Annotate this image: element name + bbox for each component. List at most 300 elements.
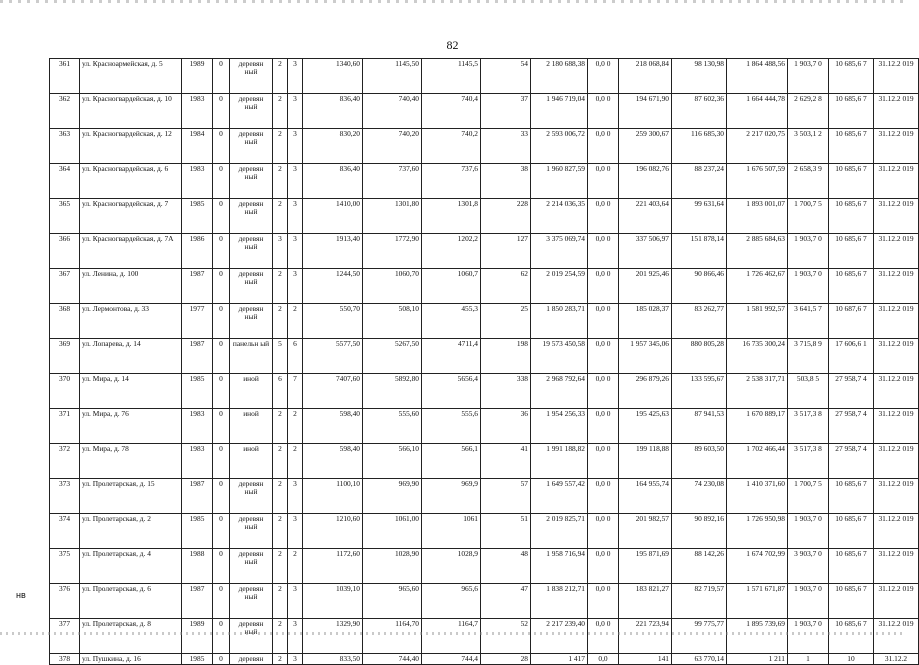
cell-address: ул. Лопарева, д. 14 xyxy=(80,339,182,374)
cell-amount-3: 1 676 507,59 xyxy=(727,164,788,199)
cell-wall-material: деревян ный xyxy=(230,619,273,654)
cell-wall-material: деревян ный xyxy=(230,304,273,339)
cell-build-year: 1989 xyxy=(182,59,213,94)
cell-rate-2: 10 xyxy=(829,654,874,665)
cell-amount-1: 1 957 345,06 xyxy=(619,339,672,374)
cell-residents-count: 57 xyxy=(481,479,531,514)
cell-wall-material: иной xyxy=(230,409,273,444)
cell-percent-value: 0,0 0 xyxy=(588,584,619,619)
table-row xyxy=(50,59,919,94)
cell-wall-material: иной xyxy=(230,374,273,409)
cell-amount-2: 87 602,36 xyxy=(672,94,727,129)
cell-floors-max: 3 xyxy=(288,94,303,129)
cell-address: ул. Пушкина, д. 16 xyxy=(80,654,182,665)
cell-build-year: 1985 xyxy=(182,654,213,665)
cell-amount-2: 87 941,53 xyxy=(672,409,727,444)
cell-living-area: 5892,80 xyxy=(363,374,422,409)
cell-percent-value: 0,0 0 xyxy=(588,269,619,304)
cell-amount-2: 116 685,30 xyxy=(672,129,727,164)
cell-amount-1: 199 118,88 xyxy=(619,444,672,479)
cell-address: ул. Красноармейская, д. 5 xyxy=(80,59,182,94)
cell-end-date: 31.12.2 019 xyxy=(874,514,919,549)
table-row xyxy=(50,479,919,514)
cell-residents-count: 47 xyxy=(481,584,531,619)
cell-zero-flag: 0 xyxy=(213,59,230,94)
cell-amount-1: 201 982,57 xyxy=(619,514,672,549)
cell-amount-3: 1 211 xyxy=(727,654,788,665)
cell-residential-area: 744,4 xyxy=(422,654,481,665)
cell-address: ул. Красногвардейская, д. 6 xyxy=(80,164,182,199)
cell-residents-count: 338 xyxy=(481,374,531,409)
cell-amount-3: 1 893 001,07 xyxy=(727,199,788,234)
cell-rate-1: 1 xyxy=(788,654,829,665)
table-row xyxy=(50,374,919,409)
cell-build-year: 1988 xyxy=(182,549,213,584)
cell-address: ул. Красногвардейская, д. 10 xyxy=(80,94,182,129)
cell-total-area: 1329,90 xyxy=(303,619,363,654)
cell-floors-min: 6 xyxy=(273,374,288,409)
cell-total-cost: 2 019 825,71 xyxy=(531,514,588,549)
cell-amount-1: 195 871,69 xyxy=(619,549,672,584)
cell-amount-3: 1 571 671,87 xyxy=(727,584,788,619)
cell-build-year: 1983 xyxy=(182,444,213,479)
cell-wall-material: деревян ный xyxy=(230,479,273,514)
cell-rate-1: 1 700,7 5 xyxy=(788,199,829,234)
cell-amount-1: 183 821,27 xyxy=(619,584,672,619)
cell-residential-area: 1060,7 xyxy=(422,269,481,304)
cell-wall-material: деревян ный xyxy=(230,584,273,619)
cell-rate-1: 1 903,7 0 xyxy=(788,584,829,619)
cell-floors-min: 2 xyxy=(273,514,288,549)
cell-zero-flag: 0 xyxy=(213,619,230,654)
table-row xyxy=(50,444,919,479)
cell-row-number: 362 xyxy=(50,94,80,129)
cell-amount-2: 90 892,16 xyxy=(672,514,727,549)
cell-zero-flag: 0 xyxy=(213,304,230,339)
cell-floors-min: 2 xyxy=(273,549,288,584)
cell-floors-min: 5 xyxy=(273,339,288,374)
cell-zero-flag: 0 xyxy=(213,129,230,164)
cell-wall-material: деревян xyxy=(230,654,273,665)
cell-floors-max: 3 xyxy=(288,164,303,199)
cell-wall-material: деревян ный xyxy=(230,234,273,269)
cell-row-number: 361 xyxy=(50,59,80,94)
cell-wall-material: деревян ный xyxy=(230,199,273,234)
cell-percent-value: 0,0 0 xyxy=(588,444,619,479)
cell-floors-min: 2 xyxy=(273,654,288,665)
cell-total-area: 7407,60 xyxy=(303,374,363,409)
cell-wall-material: иной xyxy=(230,444,273,479)
page-number: 82 xyxy=(446,38,459,52)
cell-rate-2: 10 687,6 7 xyxy=(829,304,874,339)
cell-amount-3: 2 217 020,75 xyxy=(727,129,788,164)
cell-residential-area: 740,4 xyxy=(422,94,481,129)
cell-residents-count: 25 xyxy=(481,304,531,339)
cell-address: ул. Лермонтова, д. 33 xyxy=(80,304,182,339)
cell-residents-count: 37 xyxy=(481,94,531,129)
cell-row-number: 378 xyxy=(50,654,80,665)
cell-address: ул. Пролетарская, д. 8 xyxy=(80,619,182,654)
cell-amount-2: 99 775,77 xyxy=(672,619,727,654)
cell-floors-max: 3 xyxy=(288,584,303,619)
cell-total-cost: 1 960 827,59 xyxy=(531,164,588,199)
cell-build-year: 1987 xyxy=(182,269,213,304)
cell-total-area: 5577,50 xyxy=(303,339,363,374)
cell-amount-3: 1 670 889,17 xyxy=(727,409,788,444)
cell-rate-1: 3 517,3 8 xyxy=(788,444,829,479)
table-row xyxy=(50,199,919,234)
cell-floors-max: 3 xyxy=(288,199,303,234)
cell-total-cost: 19 573 450,58 xyxy=(531,339,588,374)
cell-total-cost: 1 991 188,82 xyxy=(531,444,588,479)
cell-floors-min: 2 xyxy=(273,59,288,94)
cell-total-cost: 2 593 006,72 xyxy=(531,129,588,164)
cell-residential-area: 555,6 xyxy=(422,409,481,444)
cell-rate-2: 10 685,6 7 xyxy=(829,234,874,269)
cell-amount-3: 1 702 466,44 xyxy=(727,444,788,479)
cell-zero-flag: 0 xyxy=(213,549,230,584)
cell-amount-1: 221 723,94 xyxy=(619,619,672,654)
cell-residents-count: 41 xyxy=(481,444,531,479)
cell-build-year: 1985 xyxy=(182,199,213,234)
cell-end-date: 31.12.2 019 xyxy=(874,549,919,584)
cell-floors-max: 2 xyxy=(288,444,303,479)
cell-amount-2: 63 770,14 xyxy=(672,654,727,665)
cell-wall-material: деревян ный xyxy=(230,164,273,199)
cell-total-cost: 2 214 036,35 xyxy=(531,199,588,234)
cell-total-cost: 1 838 212,71 xyxy=(531,584,588,619)
cell-end-date: 31.12.2 019 xyxy=(874,374,919,409)
cell-row-number: 370 xyxy=(50,374,80,409)
cell-amount-2: 99 631,64 xyxy=(672,199,727,234)
cell-floors-min: 2 xyxy=(273,129,288,164)
cell-build-year: 1977 xyxy=(182,304,213,339)
cell-end-date: 31.12.2 019 xyxy=(874,619,919,654)
cell-percent-value: 0,0 0 xyxy=(588,94,619,129)
cell-residential-area: 965,6 xyxy=(422,584,481,619)
cell-total-area: 550,70 xyxy=(303,304,363,339)
cell-rate-1: 1 903,7 0 xyxy=(788,269,829,304)
cell-zero-flag: 0 xyxy=(213,164,230,199)
cell-amount-2: 98 130,98 xyxy=(672,59,727,94)
cell-amount-1: 218 068,84 xyxy=(619,59,672,94)
cell-rate-1: 1 903,7 0 xyxy=(788,514,829,549)
cell-percent-value: 0,0 0 xyxy=(588,234,619,269)
cell-floors-max: 3 xyxy=(288,234,303,269)
cell-address: ул. Мира, д. 78 xyxy=(80,444,182,479)
cell-amount-1: 221 403,64 xyxy=(619,199,672,234)
cell-amount-2: 89 603,50 xyxy=(672,444,727,479)
cell-total-cost: 1 417 xyxy=(531,654,588,665)
table-row xyxy=(50,164,919,199)
cell-rate-2: 10 685,6 7 xyxy=(829,584,874,619)
cell-amount-3: 2 885 684,63 xyxy=(727,234,788,269)
cell-end-date: 31.12.2 019 xyxy=(874,234,919,269)
cell-end-date: 31.12.2 019 xyxy=(874,584,919,619)
cell-amount-1: 259 300,67 xyxy=(619,129,672,164)
cell-living-area: 1060,70 xyxy=(363,269,422,304)
cell-amount-3: 2 538 317,71 xyxy=(727,374,788,409)
cell-amount-3: 1 726 950,98 xyxy=(727,514,788,549)
cell-build-year: 1983 xyxy=(182,164,213,199)
cell-amount-1: 296 879,26 xyxy=(619,374,672,409)
cell-zero-flag: 0 xyxy=(213,374,230,409)
cell-row-number: 368 xyxy=(50,304,80,339)
cell-rate-2: 10 685,6 7 xyxy=(829,479,874,514)
cell-total-cost: 2 019 254,59 xyxy=(531,269,588,304)
cell-zero-flag: 0 xyxy=(213,409,230,444)
cell-address: ул. Пролетарская, д. 4 xyxy=(80,549,182,584)
cell-total-area: 1913,40 xyxy=(303,234,363,269)
cell-floors-min: 2 xyxy=(273,409,288,444)
cell-rate-2: 27 958,7 4 xyxy=(829,409,874,444)
table-row xyxy=(50,549,919,584)
cell-floors-min: 2 xyxy=(273,164,288,199)
cell-floors-min: 2 xyxy=(273,199,288,234)
cell-build-year: 1983 xyxy=(182,94,213,129)
cell-row-number: 375 xyxy=(50,549,80,584)
cell-amount-1: 201 925,46 xyxy=(619,269,672,304)
cell-end-date: 31.12.2 019 xyxy=(874,339,919,374)
cell-row-number: 376 xyxy=(50,584,80,619)
cell-floors-max: 3 xyxy=(288,479,303,514)
cell-percent-value: 0,0 0 xyxy=(588,479,619,514)
cell-residential-area: 1164,7 xyxy=(422,619,481,654)
cell-rate-2: 27 958,7 4 xyxy=(829,374,874,409)
cell-residents-count: 52 xyxy=(481,619,531,654)
cell-build-year: 1986 xyxy=(182,234,213,269)
cell-total-cost: 3 375 069,74 xyxy=(531,234,588,269)
cell-residents-count: 198 xyxy=(481,339,531,374)
cell-floors-max: 3 xyxy=(288,59,303,94)
cell-rate-2: 17 606,6 1 xyxy=(829,339,874,374)
cell-floors-min: 2 xyxy=(273,584,288,619)
cell-row-number: 374 xyxy=(50,514,80,549)
cell-amount-3: 1 664 444,78 xyxy=(727,94,788,129)
cell-living-area: 737,60 xyxy=(363,164,422,199)
cell-amount-3: 1 895 739,69 xyxy=(727,619,788,654)
cell-floors-max: 2 xyxy=(288,304,303,339)
cell-end-date: 31.12.2 019 xyxy=(874,479,919,514)
cell-residential-area: 737,6 xyxy=(422,164,481,199)
cell-floors-max: 7 xyxy=(288,374,303,409)
cell-build-year: 1989 xyxy=(182,619,213,654)
cell-total-cost: 2 217 239,40 xyxy=(531,619,588,654)
cell-address: ул. Пролетарская, д. 6 xyxy=(80,584,182,619)
cell-residents-count: 62 xyxy=(481,269,531,304)
cell-residential-area: 1202,2 xyxy=(422,234,481,269)
cell-living-area: 566,10 xyxy=(363,444,422,479)
cell-living-area: 744,40 xyxy=(363,654,422,665)
cell-residential-area: 5656,4 xyxy=(422,374,481,409)
bottom-scan-edge xyxy=(0,632,905,635)
cell-amount-3: 1 581 992,57 xyxy=(727,304,788,339)
cell-build-year: 1987 xyxy=(182,584,213,619)
table-row xyxy=(50,304,919,339)
cell-residential-area: 566,1 xyxy=(422,444,481,479)
cell-amount-1: 164 955,74 xyxy=(619,479,672,514)
cell-address: ул. Пролетарская, д. 15 xyxy=(80,479,182,514)
cell-build-year: 1987 xyxy=(182,339,213,374)
cell-residential-area: 1061 xyxy=(422,514,481,549)
cell-floors-min: 2 xyxy=(273,619,288,654)
cell-residents-count: 36 xyxy=(481,409,531,444)
cell-living-area: 1164,70 xyxy=(363,619,422,654)
cell-residents-count: 51 xyxy=(481,514,531,549)
table-body xyxy=(50,59,919,665)
cell-address: ул. Красногвардейская, д. 7 xyxy=(80,199,182,234)
cell-amount-2: 83 262,77 xyxy=(672,304,727,339)
cell-zero-flag: 0 xyxy=(213,269,230,304)
cell-end-date: 31.12.2 019 xyxy=(874,269,919,304)
cell-floors-min: 2 xyxy=(273,269,288,304)
cell-address: ул. Мира, д. 76 xyxy=(80,409,182,444)
table-row xyxy=(50,234,919,269)
cell-end-date: 31.12.2 019 xyxy=(874,199,919,234)
cell-row-number: 377 xyxy=(50,619,80,654)
cell-row-number: 365 xyxy=(50,199,80,234)
cell-end-date: 31.12.2 019 xyxy=(874,304,919,339)
cell-rate-2: 10 685,6 7 xyxy=(829,269,874,304)
cell-residents-count: 228 xyxy=(481,199,531,234)
cell-amount-2: 90 866,46 xyxy=(672,269,727,304)
cell-living-area: 740,20 xyxy=(363,129,422,164)
cell-total-area: 598,40 xyxy=(303,444,363,479)
table-row xyxy=(50,584,919,619)
cell-total-cost: 1 954 256,33 xyxy=(531,409,588,444)
cell-end-date: 31.12.2 019 xyxy=(874,164,919,199)
cell-total-area: 1244,50 xyxy=(303,269,363,304)
cell-floors-max: 2 xyxy=(288,549,303,584)
cell-row-number: 373 xyxy=(50,479,80,514)
table-row xyxy=(50,269,919,304)
cell-total-cost: 1 958 716,94 xyxy=(531,549,588,584)
cell-living-area: 1301,80 xyxy=(363,199,422,234)
cell-floors-min: 2 xyxy=(273,444,288,479)
cell-wall-material: панельн ый xyxy=(230,339,273,374)
cell-address: ул. Красногвардейская, д. 12 xyxy=(80,129,182,164)
cell-end-date: 31.12.2 019 xyxy=(874,94,919,129)
housing-register-table xyxy=(49,58,919,665)
cell-zero-flag: 0 xyxy=(213,479,230,514)
cell-wall-material: деревян ный xyxy=(230,269,273,304)
cell-rate-1: 3 641,5 7 xyxy=(788,304,829,339)
cell-amount-1: 185 028,37 xyxy=(619,304,672,339)
cell-percent-value: 0,0 0 xyxy=(588,514,619,549)
cell-residents-count: 48 xyxy=(481,549,531,584)
cell-residential-area: 1301,8 xyxy=(422,199,481,234)
cell-rate-1: 1 903,7 0 xyxy=(788,234,829,269)
cell-amount-1: 196 082,76 xyxy=(619,164,672,199)
cell-floors-max: 3 xyxy=(288,269,303,304)
cell-rate-2: 10 685,6 7 xyxy=(829,619,874,654)
table-row xyxy=(50,94,919,129)
cell-residents-count: 33 xyxy=(481,129,531,164)
table-row xyxy=(50,339,919,374)
cell-rate-2: 27 958,7 4 xyxy=(829,444,874,479)
cell-total-cost: 2 968 792,64 xyxy=(531,374,588,409)
cell-living-area: 740,40 xyxy=(363,94,422,129)
cell-wall-material: деревян ный xyxy=(230,59,273,94)
cell-row-number: 372 xyxy=(50,444,80,479)
cell-percent-value: 0,0 0 xyxy=(588,619,619,654)
cell-rate-1: 1 903,7 0 xyxy=(788,59,829,94)
cell-percent-value: 0,0 0 xyxy=(588,409,619,444)
cell-end-date: 31.12.2 019 xyxy=(874,409,919,444)
cell-total-cost: 1 649 557,42 xyxy=(531,479,588,514)
cell-amount-2: 88 237,24 xyxy=(672,164,727,199)
cell-residential-area: 740,2 xyxy=(422,129,481,164)
cell-address: ул. Красногвардейская, д. 7А xyxy=(80,234,182,269)
cell-living-area: 1028,90 xyxy=(363,549,422,584)
cell-living-area: 508,10 xyxy=(363,304,422,339)
cell-rate-1: 3 903,7 0 xyxy=(788,549,829,584)
cell-amount-3: 1 410 371,60 xyxy=(727,479,788,514)
cell-amount-2: 88 142,26 xyxy=(672,549,727,584)
cell-end-date: 31.12.2 019 xyxy=(874,59,919,94)
cell-amount-1: 337 506,97 xyxy=(619,234,672,269)
cell-floors-max: 3 xyxy=(288,514,303,549)
cell-floors-min: 2 xyxy=(273,479,288,514)
cell-row-number: 371 xyxy=(50,409,80,444)
cell-build-year: 1983 xyxy=(182,409,213,444)
cell-percent-value: 0,0 0 xyxy=(588,59,619,94)
cell-total-area: 1100,10 xyxy=(303,479,363,514)
table-row xyxy=(50,409,919,444)
cell-living-area: 965,60 xyxy=(363,584,422,619)
cell-row-number: 364 xyxy=(50,164,80,199)
cell-address: ул. Мира, д. 14 xyxy=(80,374,182,409)
cell-residents-count: 38 xyxy=(481,164,531,199)
cell-amount-3: 1 726 462,67 xyxy=(727,269,788,304)
cell-percent-value: 0,0 0 xyxy=(588,199,619,234)
cell-floors-max: 6 xyxy=(288,339,303,374)
cell-rate-1: 2 629,2 8 xyxy=(788,94,829,129)
cell-residents-count: 54 xyxy=(481,59,531,94)
cell-row-number: 363 xyxy=(50,129,80,164)
cell-zero-flag: 0 xyxy=(213,234,230,269)
cell-living-area: 1061,00 xyxy=(363,514,422,549)
cell-total-area: 836,40 xyxy=(303,164,363,199)
cell-residential-area: 4711,4 xyxy=(422,339,481,374)
cell-build-year: 1985 xyxy=(182,374,213,409)
cell-rate-1: 1 700,7 5 xyxy=(788,479,829,514)
table-row xyxy=(50,129,919,164)
table-row xyxy=(50,514,919,549)
cell-zero-flag: 0 xyxy=(213,339,230,374)
cell-wall-material: деревян ный xyxy=(230,514,273,549)
cell-percent-value: 0,0 0 xyxy=(588,129,619,164)
cell-amount-3: 16 735 300,24 xyxy=(727,339,788,374)
cell-row-number: 369 xyxy=(50,339,80,374)
table-row xyxy=(50,654,919,665)
cell-residential-area: 455,3 xyxy=(422,304,481,339)
cell-floors-min: 2 xyxy=(273,94,288,129)
cell-amount-3: 1 674 702,99 xyxy=(727,549,788,584)
cell-total-area: 1340,60 xyxy=(303,59,363,94)
cell-floors-max: 3 xyxy=(288,619,303,654)
cell-amount-2: 74 230,08 xyxy=(672,479,727,514)
cell-percent-value: 0,0 0 xyxy=(588,374,619,409)
cell-rate-1: 3 517,3 8 xyxy=(788,409,829,444)
cell-floors-min: 2 xyxy=(273,304,288,339)
cell-residents-count: 28 xyxy=(481,654,531,665)
cell-floors-max: 3 xyxy=(288,654,303,665)
cell-amount-1: 141 xyxy=(619,654,672,665)
cell-total-cost: 2 180 688,38 xyxy=(531,59,588,94)
cell-total-cost: 1 850 283,71 xyxy=(531,304,588,339)
table-row xyxy=(50,619,919,654)
